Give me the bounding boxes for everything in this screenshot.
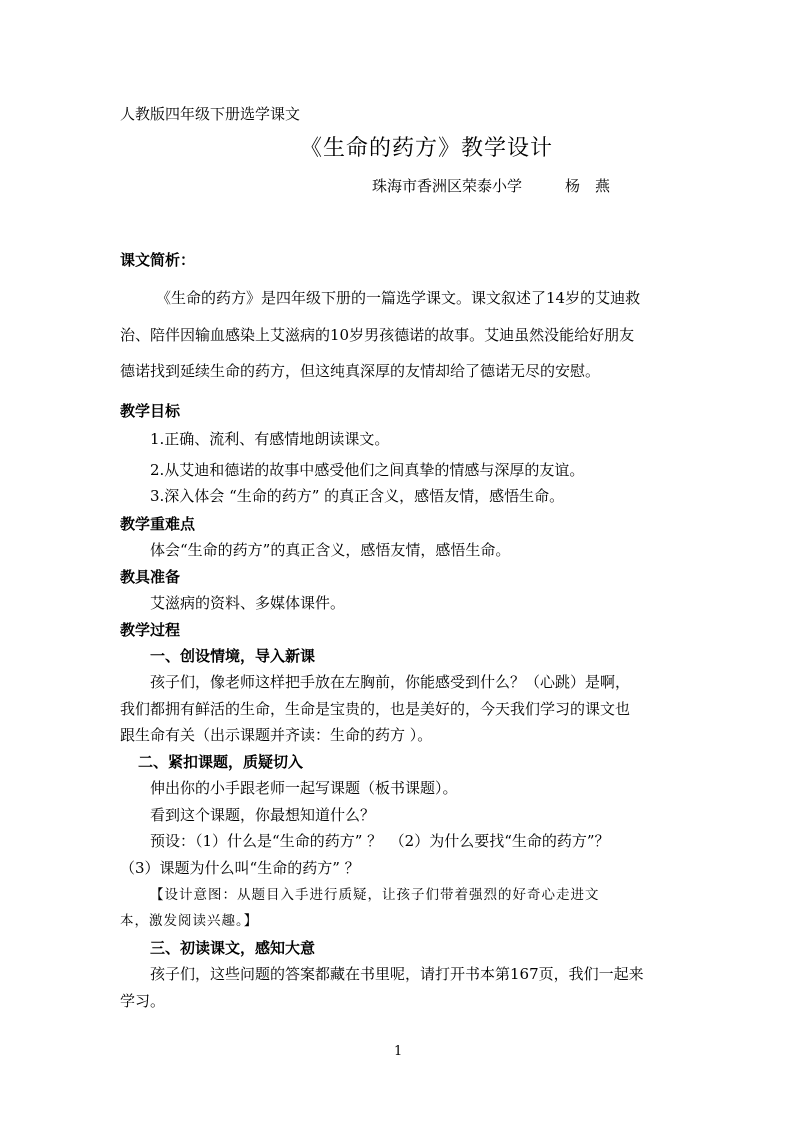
section-1-line-2: 我们都拥有鲜活的生命，生命是宝贵的，也是美好的，今天我们学习的课文也 (120, 700, 631, 718)
section-2-heading: 二、紧扣课题，质疑切入 (138, 753, 304, 771)
goal-item-1: 1.正确、流利、有感情地朗读课文。 (150, 430, 390, 448)
goals-heading: 教学目标 (120, 402, 181, 420)
summary-line-3: 德诺找到延续生命的药方，但这纯真深厚的友情却给了德诺无尽的安慰。 (120, 362, 601, 380)
section-2-line-3: 预设：（1）什么是“生命的药方” ？ （2）为什么要找“生命的药方”？ (150, 832, 610, 850)
materials-heading: 教具准备 (120, 568, 181, 586)
summary-heading: 课文简析： (120, 251, 196, 269)
author-name: 杨 燕 (565, 177, 611, 195)
difficulty-heading: 教学重难点 (120, 515, 196, 533)
summary-line-2: 治、陪伴因输血感染上艾滋病的10岁男孩德诺的故事。艾迪虽然没能给好朋友 (120, 326, 635, 344)
section-2-line-2: 看到这个课题，你最想知道什么？ (150, 806, 376, 824)
design-note-line-2: 本，激发阅读兴趣。】 (120, 913, 259, 929)
summary-line-1: 《生命的药方》是四年级下册的一篇选学课文。课文叙述了14岁的艾迪救 (156, 289, 641, 307)
goal-item-2: 2.从艾迪和德诺的故事中感受他们之间真挚的情感与深厚的友谊。 (150, 461, 585, 479)
section-1-line-1: 孩子们，像老师这样把手放在左胸前，你能感受到什么？（心跳）是啊， (150, 673, 631, 691)
section-2-line-1: 伸出你的小手跟老师一起写课题（板书课题）。 (150, 779, 458, 797)
section-3-line-1: 孩子们，这些问题的答案都藏在书里呢，请打开书本第167页，我们一起来 (150, 965, 644, 983)
series-label: 人教版四年级下册选学课文 (120, 105, 301, 123)
goal-item-3: 3.深入体会 “生命的药方” 的真正含义，感悟友情，感悟生命。 (150, 487, 565, 505)
school-name: 珠海市香洲区荣泰小学 (372, 177, 523, 195)
section-2-line-4: （3）课题为什么叫“生命的药方” ？ (120, 859, 360, 877)
section-3-line-2: 学习。 (120, 992, 166, 1010)
document-title: 《生命的药方》教学设计 (300, 136, 554, 161)
difficulty-text: 体会“生命的药方”的真正含义，感悟友情，感悟生命。 (150, 541, 511, 559)
design-note-line-1: 【设计意图：从题目入手进行质疑，让孩子们带着强烈的好奇心走进文 (150, 887, 600, 903)
process-heading: 教学过程 (120, 621, 181, 639)
page-number: 1 (394, 1044, 403, 1059)
section-1-line-3: 跟生命有关（出示课题并齐读：生命的药方 ）。 (120, 726, 433, 744)
section-3-heading: 三、初读课文，感知大意 (150, 939, 316, 957)
section-1-heading: 一、创设情境，导入新课 (150, 647, 316, 665)
materials-text: 艾滋病的资料、多媒体课件。 (150, 594, 346, 612)
